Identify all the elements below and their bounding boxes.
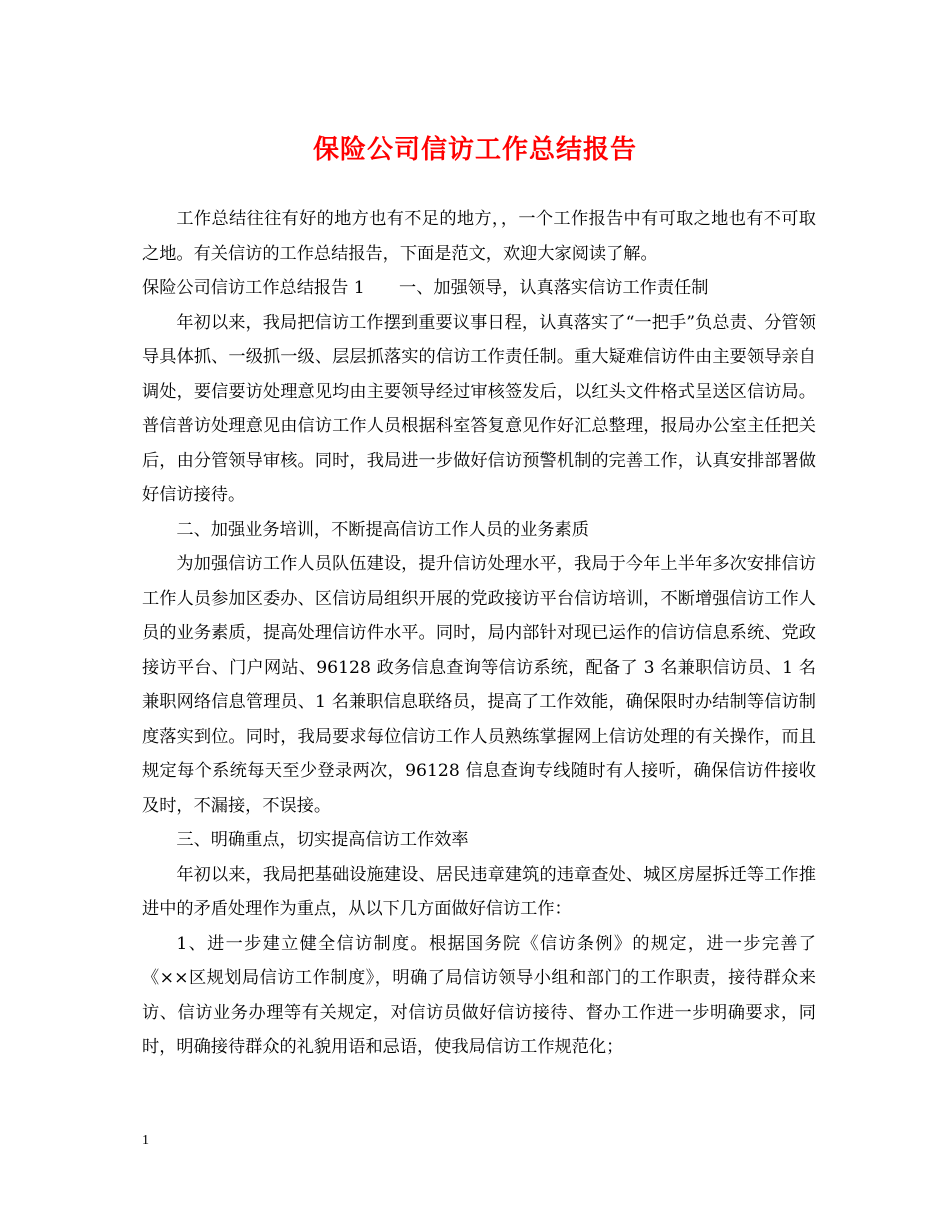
paragraph-section-1-body: 年初以来，我局把信访工作摆到重要议事日程，认真落实了“一把手”负总责、分管领导具体抓、一级抓一级、层层抓落实的信访工作责任制。重大疑难信访件由主要领导亲自调处，要信要访处理意见均由主要领导经过审核签发后，以红头文件格式呈送区信访局。普信普访处理意见由信访工作人员根据科室答复意见作好汇总整理，报局办公室主任把关后，由分管领导审核。同时，我局进一步做好信访预警机制的完善工作，认真安排部署做好信访接待。 bbox=[142, 312, 816, 505]
paragraph-section-3-body: 年初以来，我局把基础设施建设、居民违章建筑的违章查处、城区房屋拆迁等工作推进中的矛盾处理作为重点，从以下几方面做好信访工作： bbox=[142, 864, 816, 919]
paragraph-intro: 工作总结往往有好的地方也有不足的地方，，一个工作报告中有可取之地也有不可取之地。有关信访的工作总结报告，下面是范文，欢迎大家阅读了解。 bbox=[142, 209, 816, 264]
document-title: 保险公司信访工作总结报告 bbox=[312, 135, 637, 165]
paragraph-report-heading: 保险公司信访工作总结报告 1 一、加强领导，认真落实信访工作责任制 bbox=[142, 278, 709, 298]
paragraph-section-2-heading: 二、加强业务培训，不断提高信访工作人员的业务素质 bbox=[176, 519, 589, 540]
paragraph-section-3-item-1: 1、进一步建立健全信访制度。根据国务院《信访条例》的规定，进一步完善了《××区规划局信访工作制度》，明确了局信访领导小组和部门的工作职责，接待群众来访、信访业务办理等有关规定，对信访员做好信访接待、督办工作进一步明确要求，同时，明确接待群众的礼貌用语和忌语，使我局信访工作规范化； bbox=[142, 933, 816, 1057]
paragraph-section-2-body: 为加强信访工作人员队伍建设，提升信访处理水平，我局于今年上半年多次安排信访工作人员参加区委办、区信访局组织开展的党政接访平台信访培训，不断增强信访工作人员的业务素质，提高处理信访件水平。同时，局内部针对现已运作的信访信息系统、党政接访平台、门户网站、96128 政务信息查询等信访系统，配备了 3 名兼职信访员、1 名兼职网络信息管理员、1 名兼职信息联络员，提高了工作效能，确保限时办结制等信访制度落实到位。同时，我局要求每位信访工作人员熟练掌握网上信访处理的有关操作，而且规定每个系统每天至少登录两次，96128 信息查询专线随时有人接听，确保信访件接收及时，不漏接，不误接。 bbox=[142, 554, 816, 816]
document-body bbox=[142, 202, 816, 1065]
paragraph-section-3-heading: 三、明确重点，切实提高信访工作效率 bbox=[176, 830, 469, 850]
page-number: 1 bbox=[142, 1133, 149, 1148]
